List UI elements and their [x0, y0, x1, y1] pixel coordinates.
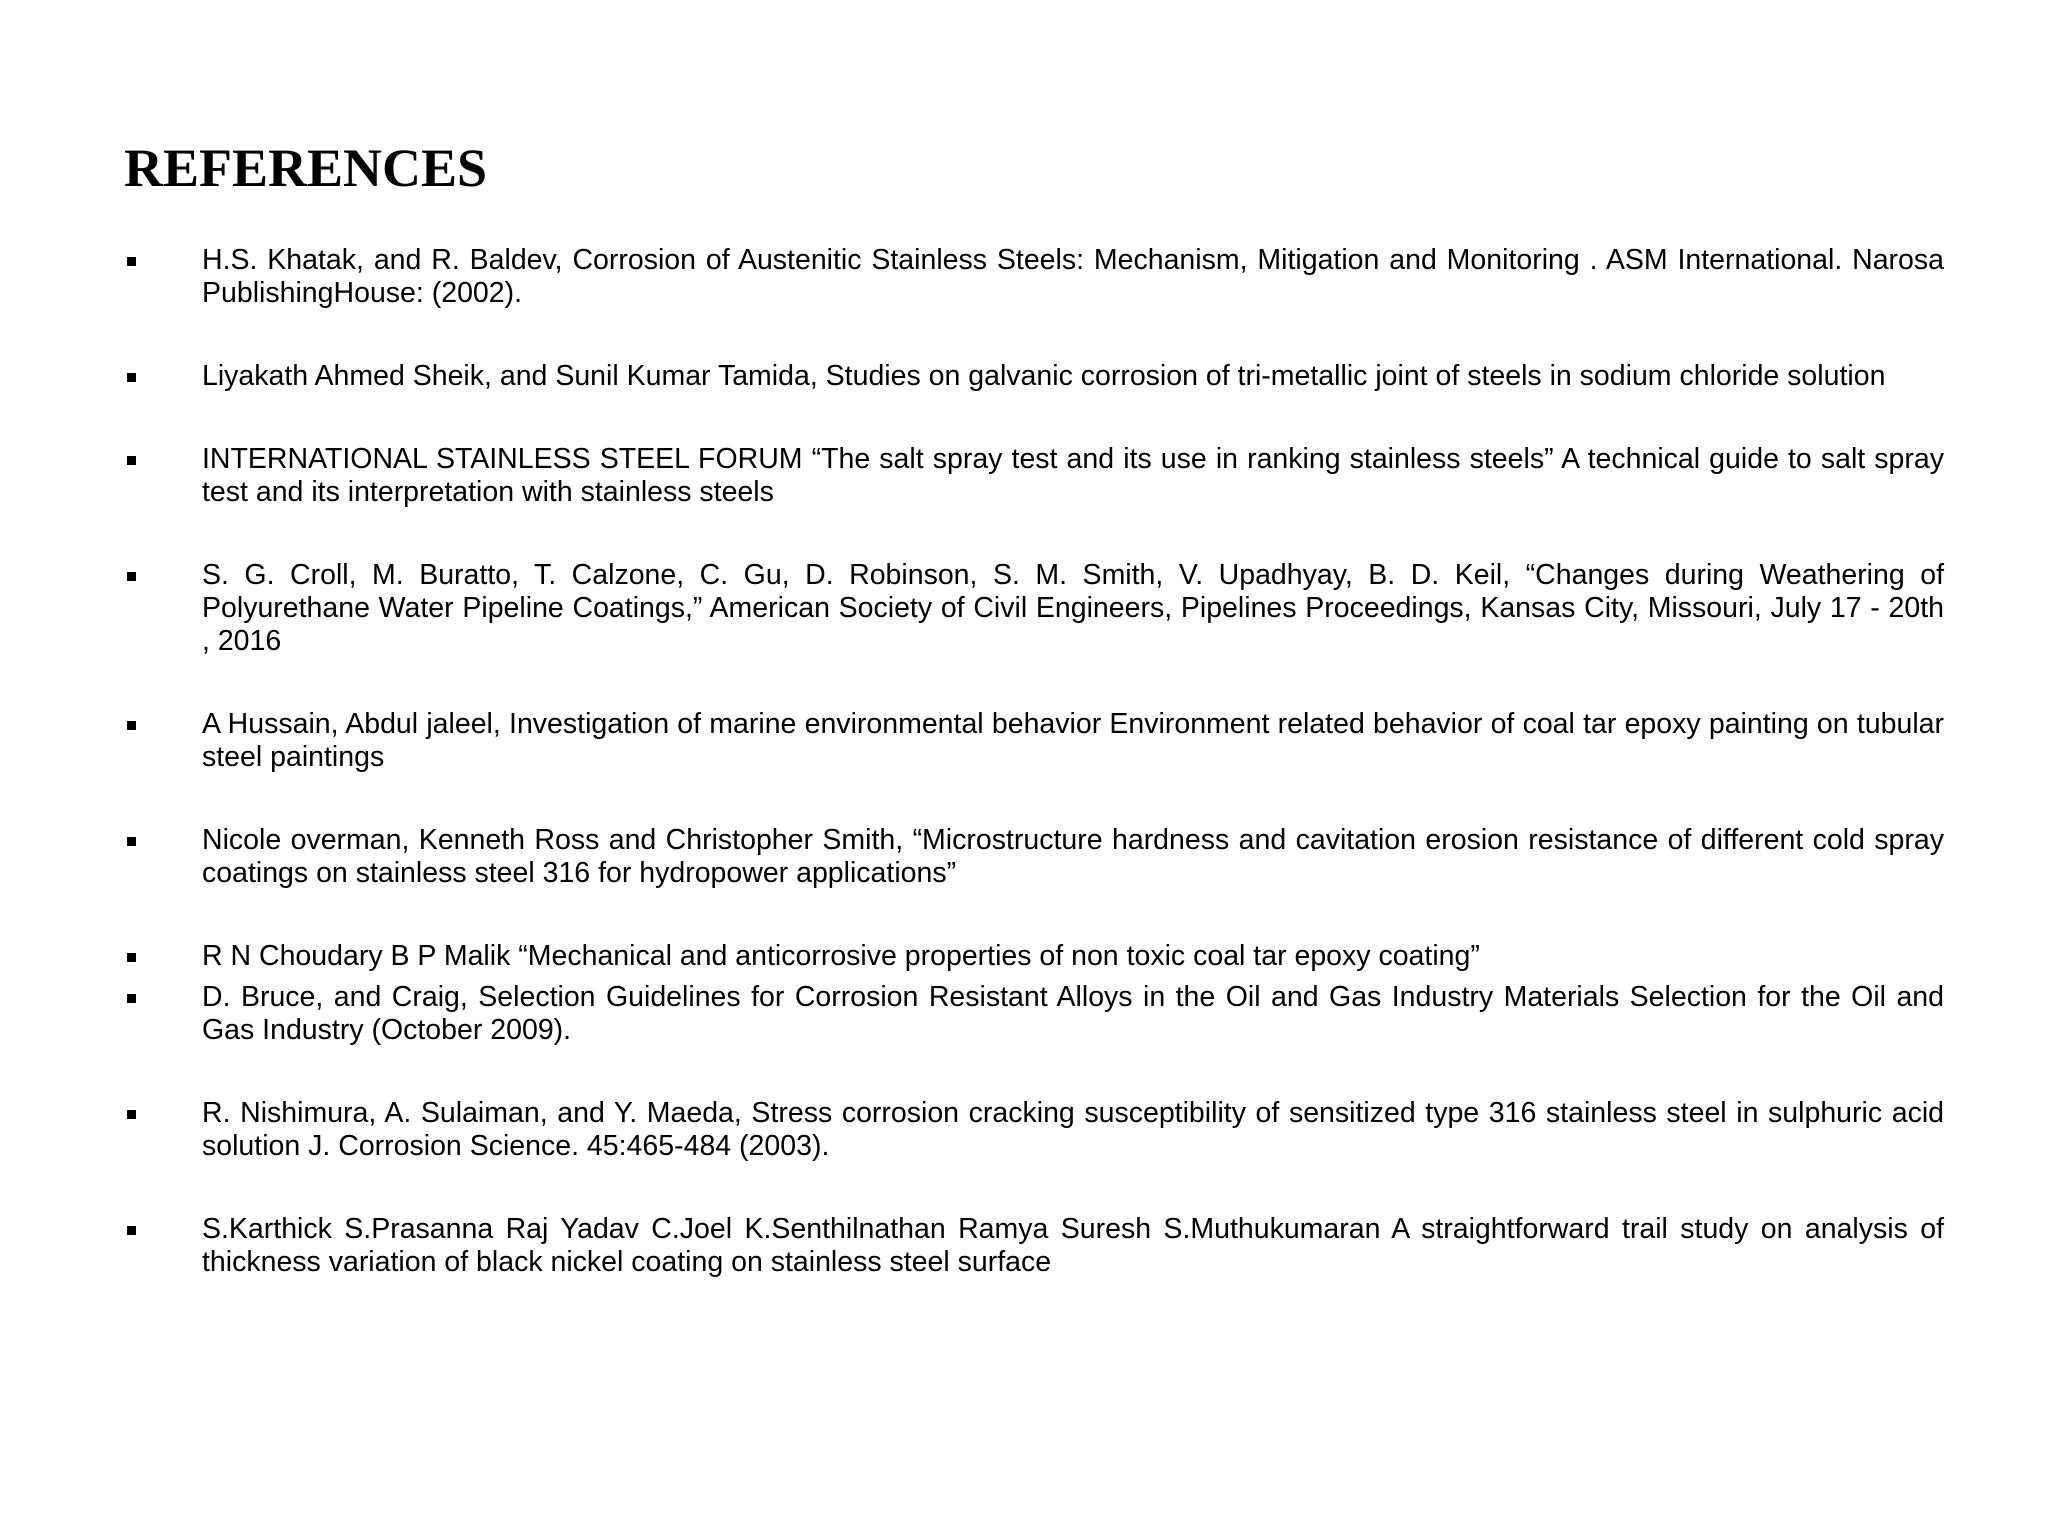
reference-text: INTERNATIONAL STAINLESS STEEL FORUM “The salt spray test and its use in ranking stainless steels” A technical guide to salt spray test and its interpretation with stainless steels: [202, 443, 1944, 508]
square-bullet-icon: [127, 373, 136, 382]
list-item: [124, 708, 1944, 774]
square-bullet-icon: [127, 953, 136, 962]
square-bullet-icon: [127, 1110, 136, 1119]
list-item: [124, 824, 1944, 890]
square-bullet-icon: [127, 994, 136, 1003]
square-bullet-icon: [127, 1226, 136, 1235]
square-bullet-icon: [127, 572, 136, 581]
list-item: [124, 1213, 1944, 1279]
reference-text: S. G. Croll, M. Buratto, T. Calzone, C. Gu, D. Robinson, S. M. Smith, V. Upadhyay, B. D. Keil, “Changes during Weathering of Polyurethane Water Pipeline Coatings,” American Society of Civil Engineers, Pipelines Proceedings, Kansas City, Missouri, July 17 - 20th , 2016: [202, 559, 1944, 657]
list-item: [124, 981, 1944, 1047]
reference-text: R. Nishimura, A. Sulaiman, and Y. Maeda, Stress corrosion cracking susceptibility of sensitized type 316 stainless steel in sulphuric acid solution J. Corrosion Science. 45:465-484 (2003).: [202, 1097, 1944, 1162]
square-bullet-icon: [127, 257, 136, 266]
square-bullet-icon: [127, 721, 136, 730]
reference-text: A Hussain, Abdul jaleel, Investigation of marine environmental behavior Environment related behavior of coal tar epoxy painting on tubular steel paintings: [202, 708, 1944, 773]
list-item: [124, 559, 1944, 658]
page-title: REFERENCES: [124, 138, 488, 198]
list-item: [124, 940, 1944, 973]
square-bullet-icon: [127, 456, 136, 465]
reference-text: Nicole overman, Kenneth Ross and Christopher Smith, “Microstructure hardness and cavitation erosion resistance of different cold spray coatings on stainless steel 316 for hydropower applications”: [202, 824, 1944, 889]
reference-text: S.Karthick S.Prasanna Raj Yadav C.Joel K.Senthilnathan Ramya Suresh S.Muthukumaran A straightforward trail study on analysis of thickness variation of black nickel coating on stainless steel surface: [202, 1213, 1944, 1278]
reference-text: D. Bruce, and Craig, Selection Guidelines for Corrosion Resistant Alloys in the Oil and Gas Industry Materials Selection for the Oil and Gas Industry (October 2009).: [202, 981, 1944, 1046]
reference-text: Liyakath Ahmed Sheik, and Sunil Kumar Tamida, Studies on galvanic corrosion of tri-metallic joint of steels in sodium chloride solution: [202, 360, 1886, 392]
list-item: [124, 244, 1944, 310]
list-item: [124, 443, 1944, 509]
square-bullet-icon: [127, 837, 136, 846]
list-item: [124, 360, 1944, 393]
list-item: [124, 1097, 1944, 1163]
reference-list: [124, 244, 1944, 1279]
reference-text: R N Choudary B P Malik “Mechanical and anticorrosive properties of non toxic coal tar epoxy coating”: [202, 940, 1480, 972]
reference-text: H.S. Khatak, and R. Baldev, Corrosion of Austenitic Stainless Steels: Mechanism, Mitigation and Monitoring . ASM International. Narosa PublishingHouse: (2002).: [202, 244, 1944, 309]
